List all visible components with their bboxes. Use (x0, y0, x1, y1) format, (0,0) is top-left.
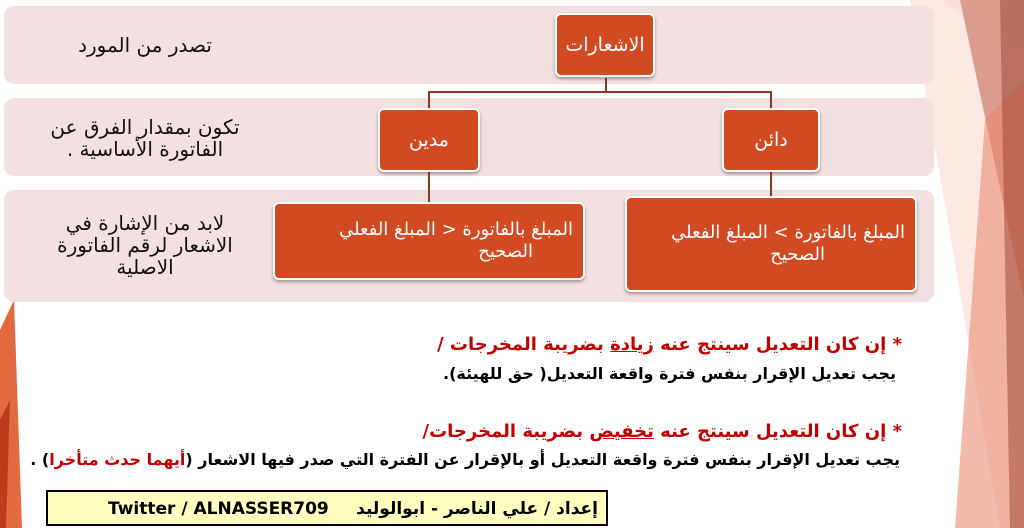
note-2-body: يجب تعديل الإقرار بنفس فترة واقعة التعديل أو بالإقرار عن الفترة التي صدر فيها الاشعار (أيهما حدث متأخرا) . (30, 450, 900, 469)
node-notices-root: الاشعارات (555, 13, 655, 77)
row-label-3: لابد من الإشارة في الاشعار لرقم الفاتورة الاصلية (57, 211, 233, 279)
connector-debit-detail (428, 172, 430, 202)
node-debit-detail: المبلغ بالفاتورة < المبلغ الفعلي الصحيح (273, 202, 585, 280)
node-debit: مدين (378, 108, 480, 172)
node-credit: دائن (722, 108, 820, 172)
note-1-heading: * إن كان التعديل سينتج عنه زيادة بضريبة المخرجات / (437, 334, 902, 355)
connector-root-down (605, 78, 607, 92)
footer-twitter: Twitter / ALNASSER709 (108, 499, 329, 519)
footer-author: إعداد / علي الناصر - ابوالوليد (356, 499, 598, 519)
connector-horizontal (428, 91, 772, 93)
node-credit-detail: المبلغ بالفاتورة > المبلغ الفعلي الصحيح (625, 196, 917, 292)
footer-credit-box (46, 490, 608, 526)
row-label-1: تصدر من المورد (78, 33, 212, 57)
note-1-body: يجب تعديل الإقرار بنفس فترة واقعة التعديل( حق للهيئة). (443, 364, 896, 383)
note-2-heading: * إن كان التعديل سينتج عنه تخفيض بضريبة المخرجات/ (422, 421, 902, 442)
connector-credit-detail (770, 172, 772, 196)
row-label-2: تكون بمقدار الفرق عن الفاتورة الأساسية . (50, 115, 240, 161)
